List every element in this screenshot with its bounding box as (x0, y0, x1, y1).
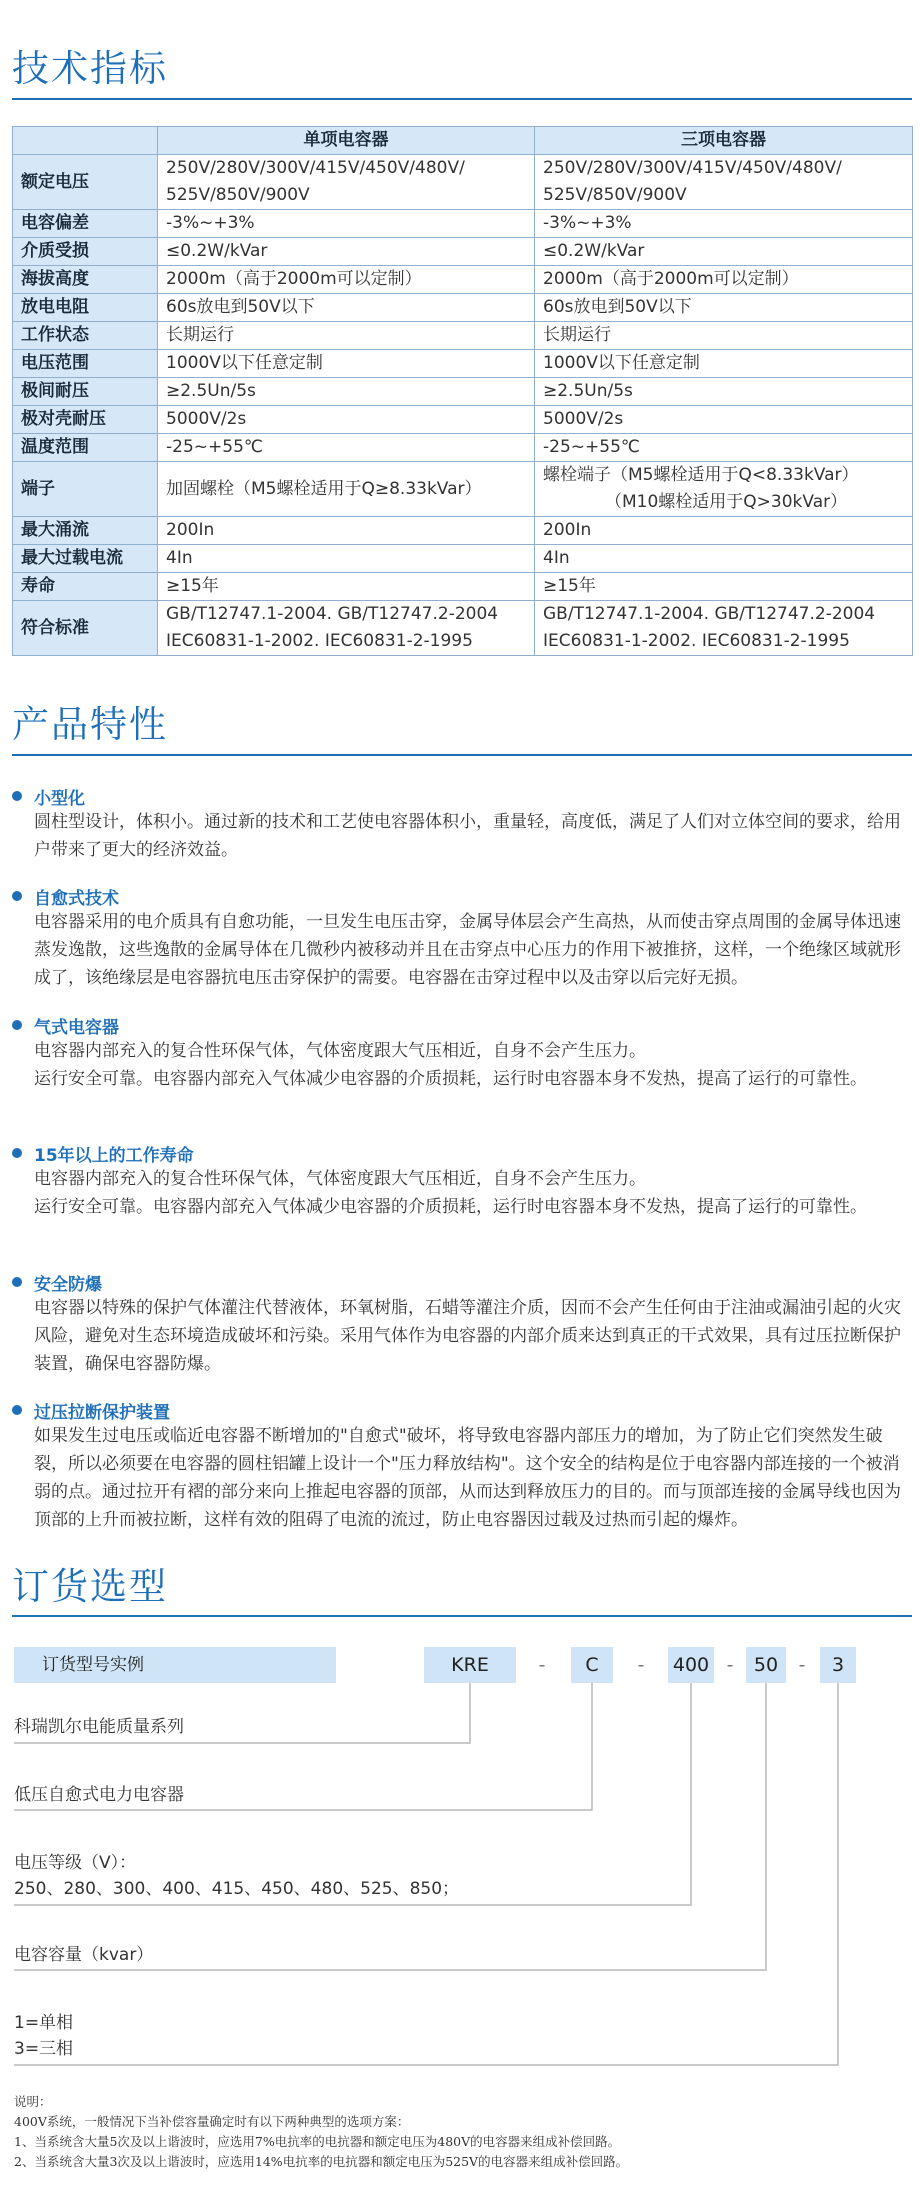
feature-title: 气式电容器 (34, 1017, 119, 1038)
spec-value-line: 4In (543, 548, 570, 568)
spec-header-three: 三项电容器 (535, 127, 913, 155)
feature-title: 安全防爆 (34, 1274, 102, 1295)
spec-value-line: -25~+55℃ (543, 437, 640, 457)
spec-value-line: 4In (166, 548, 193, 568)
spec-value-line: 长期运行 (543, 325, 611, 345)
spec-value-line: GB/T12747.1-2004. GB/T12747.2-2004 (166, 604, 499, 624)
capacity-description: 电容容量（kvar） (14, 1945, 154, 1965)
spec-value-line: 2000m（高于2000m可以定制） (543, 269, 799, 289)
feature-text: 电容器内部充入的复合性环保气体，气体密度跟大气压相近，自身不会产生压力。 (34, 1169, 646, 1189)
voltage-title: 电压等级（V）： (14, 1853, 137, 1873)
spec-row-label: 额定电压 (13, 155, 158, 210)
specs-section-title: 技术指标 (12, 47, 168, 90)
spec-value-line: -25~+55℃ (166, 437, 263, 457)
spec-row-label: 最大过载电流 (13, 545, 158, 573)
spec-row-label: 海拔高度 (13, 266, 158, 294)
spec-row-label: 放电电阻 (13, 294, 158, 322)
spec-value-line: ≥2.5Un/5s (543, 381, 633, 401)
feature-text: 电容器内部充入的复合性环保气体，气体密度跟大气压相近，自身不会产生压力。 (34, 1041, 646, 1061)
spec-value-line: 60s放电到50V以下 (543, 297, 692, 317)
spec-row-label: 电压范围 (13, 350, 158, 378)
code-separator: - (726, 1654, 734, 1676)
spec-value-line: 5000V/2s (166, 409, 247, 429)
spec-value-line: 250V/280V/300V/415V/450V/480V/ (543, 158, 842, 178)
code-separator: - (637, 1654, 645, 1676)
spec-row-label: 电容偏差 (13, 210, 158, 238)
spec-value-line: 60s放电到50V以下 (166, 297, 315, 317)
feature-text: 如果发生过电压或临近电容器不断增加的"自愈式"破坏，将导致电容器内部压力的增加，为了防止它们突然发生破裂，所以必须要在电容器的圆柱铝罐上设计一个"压力释放结构"。这个安全的结构是位于电容器内部连接的一个被消弱的点。通过拉开有褶的部分来向上推起电容器的顶部，从而达到释放压力的目的。而与顶部连接的金属导线也因为顶部的上升而被拉断，这样有效的阻碍了电流的流过，防止电容器因过载及过热而引起的爆炸。 (34, 1426, 901, 1530)
features-section-title: 产品特性 (12, 703, 168, 746)
spec-value-line: （M10螺栓适用于Q>30kVar） (605, 492, 848, 512)
spec-row-label: 介质受损 (13, 238, 158, 266)
spec-header-single: 单项电容器 (158, 127, 535, 155)
notes-line: 400V系统，一般情况下当补偿容量确定时有以下两种典型的选项方案： (14, 2114, 410, 2129)
notes-line: 1、当系统含大量5次及以上谐波时，应选用7%电抗率的电抗器和额定电压为480V的电容器来组成补偿回路。 (14, 2134, 621, 2149)
ordering-section-title: 订货选型 (12, 1565, 168, 1608)
spec-value-line: -3%~+3% (543, 213, 632, 233)
spec-value-line: IEC60831-1-2002. IEC60831-2-1995 (543, 631, 850, 651)
spec-row-label: 工作状态 (13, 322, 158, 350)
spec-row-label: 极对壳耐压 (13, 406, 158, 434)
notes (14, 2092, 904, 2172)
code-phase: 3 (820, 1647, 856, 1683)
spec-value-line: 长期运行 (166, 325, 234, 345)
spec-value-line: 2000m（高于2000m可以定制） (166, 269, 422, 289)
code-separator: - (798, 1654, 806, 1676)
code-series: KRE (424, 1647, 516, 1683)
spec-row-label: 符合标准 (13, 601, 158, 656)
spec-value-line: 525V/850V/900V (166, 185, 310, 205)
notes-line: 2、当系统含大量3次及以上谐波时，应选用14%电抗率的电抗器和额定电压为525V的电容器来组成补偿回路。 (14, 2154, 629, 2169)
feature-title: 自愈式技术 (34, 888, 119, 909)
notes-heading: 说明： (14, 2094, 52, 2109)
spec-row-label: 极间耐压 (13, 378, 158, 406)
spec-value-line: -3%~+3% (166, 213, 255, 233)
code-separator: - (538, 1654, 546, 1676)
feature-text: 运行安全可靠。电容器内部充入气体减少电容器的介质损耗，运行时电容器本身不发热，提高了运行的可靠性。 (34, 1197, 867, 1217)
spec-row-label: 温度范围 (13, 434, 158, 462)
code-type: C (571, 1647, 613, 1683)
voltage-values: 250、280、300、400、415、450、480、525、850； (14, 1879, 460, 1899)
spec-value-line: ≥15年 (166, 576, 219, 596)
series-description: 科瑞凯尔电能质量系列 (14, 1717, 184, 1737)
phase-single: 1=单相 (14, 2013, 74, 2033)
order-example-label: 订货型号实例 (14, 1647, 336, 1683)
code-capacity: 50 (746, 1647, 786, 1683)
spec-row-label: 最大涌流 (13, 517, 158, 545)
spec-value-line: ≤0.2W/kVar (166, 241, 268, 261)
feature-title: 小型化 (34, 788, 85, 809)
connector-phase (14, 1683, 838, 2065)
spec-value-line: IEC60831-1-2002. IEC60831-2-1995 (166, 631, 473, 651)
spec-value-line: ≥2.5Un/5s (166, 381, 256, 401)
spec-value-line: 螺栓端子（M5螺栓适用于Q<8.33kVar） (543, 465, 859, 485)
spec-value-line: 加固螺栓（M5螺栓适用于Q≥8.33kVar） (166, 478, 482, 499)
spec-value-line: 200In (166, 520, 215, 540)
spec-row-label: 寿命 (13, 573, 158, 601)
feature-text: 圆柱型设计，体积小。通过新的技术和工艺使电容器体积小，重量轻，高度低，满足了人们对立体空间的要求，给用户带来了更大的经济效益。 (34, 812, 901, 860)
feature-title: 过压拉断保护装置 (34, 1402, 170, 1423)
spec-value-line: ≤0.2W/kVar (543, 241, 645, 261)
spec-row-label: 端子 (13, 462, 158, 517)
feature-text: 运行安全可靠。电容器内部充入气体减少电容器的介质损耗，运行时电容器本身不发热，提高了运行的可靠性。 (34, 1069, 867, 1089)
spec-value-line: 1000V以下任意定制 (543, 353, 700, 373)
type-description: 低压自愈式电力电容器 (14, 1785, 184, 1805)
spec-value-line: 200In (543, 520, 592, 540)
feature-text: 电容器以特殊的保护气体灌注代替液体，环氧树脂，石蜡等灌注介质，因而不会产生任何由于注油或漏油引起的火灾风险，避免对生态环境造成破坏和污染。采用气体作为电容器的内部介质来达到真正的干式效果，具有过压拉断保护装置，确保电容器防爆。 (34, 1298, 901, 1374)
spec-value-line: 5000V/2s (543, 409, 624, 429)
code-voltage: 400 (668, 1647, 714, 1683)
spec-value-line: GB/T12747.1-2004. GB/T12747.2-2004 (543, 604, 876, 624)
feature-text: 电容器采用的电介质具有自愈功能，一旦发生电压击穿，金属导体层会产生高热，从而使击穿点周围的金属导体迅速蒸发逸散，这些逸散的金属导体在几微秒内被移动并且在击穿点中心压力的作用下被推挤，这样，一个绝缘区域就形成了，该绝缘层是电容器抗电压击穿保护的需要。电容器在击穿过程中以及击穿以后完好无损。 (34, 912, 901, 988)
spec-value-line: ≥15年 (543, 576, 596, 596)
spec-value-line: 250V/280V/300V/415V/450V/480V/ (166, 158, 465, 178)
spec-value-line: 1000V以下任意定制 (166, 353, 323, 373)
phase-three: 3=三相 (14, 2039, 74, 2059)
feature-title: 15年以上的工作寿命 (34, 1145, 194, 1166)
spec-value-line: 525V/850V/900V (543, 185, 687, 205)
